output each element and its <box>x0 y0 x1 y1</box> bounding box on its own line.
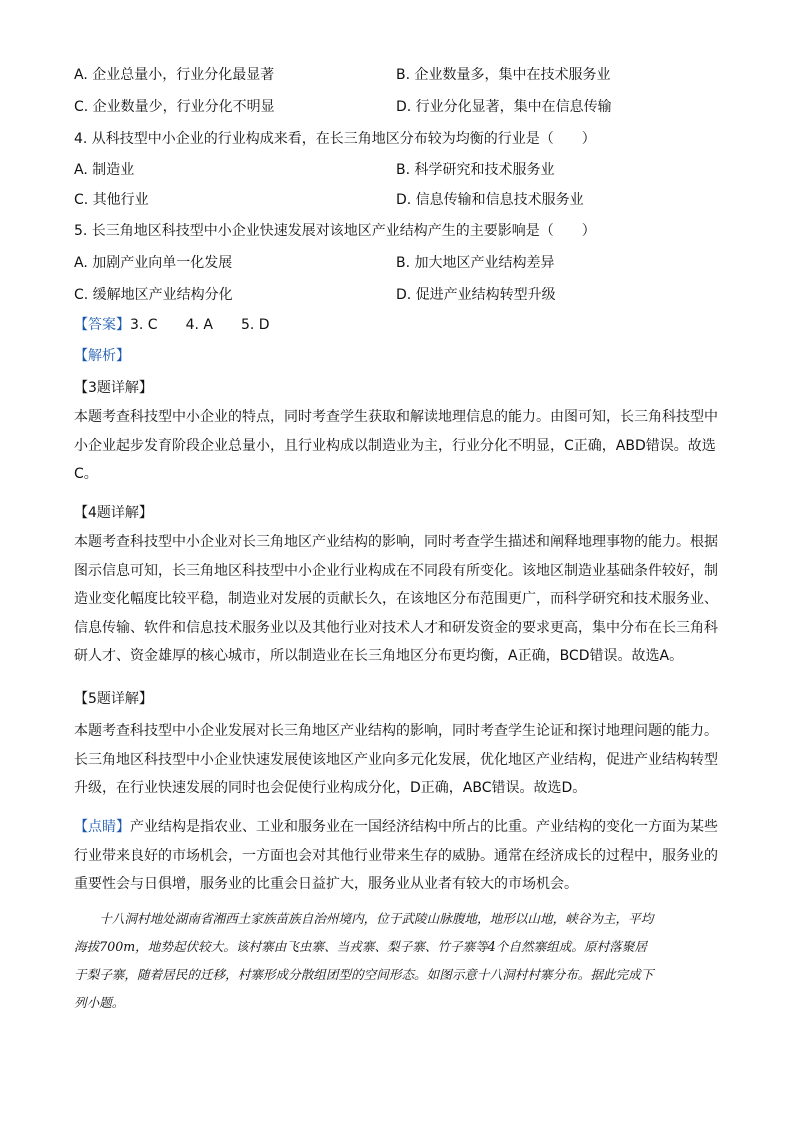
passage-line: 海拔700m，地势起伏较大。该村寨由飞虫寨、当戎寨、梨子寨、竹子寨等4个自然寨组成。原村落聚居 <box>74 939 647 954</box>
detail-5-body <box>74 717 724 803</box>
detail-5-line: 长三角地区科技型中小企业快速发展使该地区产业向多元化发展，优化地区产业结构，促进产业结构转型 <box>74 751 718 768</box>
q3-option-d: D. 行业分化显著，集中在信息传输 <box>396 99 612 115</box>
dianjing-line <box>74 813 724 842</box>
dianjing-tag: 【点睛】 <box>74 819 130 835</box>
q5-stem: 5. 长三角地区科技型中小企业快速发展对该地区产业结构产生的主要影响是（ ） <box>74 223 596 239</box>
q4-option-d: D. 信息传输和信息技术服务业 <box>396 192 584 208</box>
q5-option-d: D. 促进产业结构转型升级 <box>396 287 556 303</box>
q4-option-c: C. 其他行业 <box>74 192 149 208</box>
answer-line <box>74 315 270 335</box>
q4-option-b: B. 科学研究和技术服务业 <box>396 162 555 178</box>
detail-5-tag: 【5题详解】 <box>74 691 153 707</box>
detail-3-line: C。 <box>74 466 98 482</box>
analysis-tag: 【解析】 <box>74 348 130 364</box>
dianjing-line: 重要性会与日俱增，服务业的比重会日益扩大，服务业从业者有较大的市场机会。 <box>74 876 578 892</box>
detail-5-line: 本题考查科技型中小企业发展对长三角地区产业结构的影响，同时考查学生论证和探讨地理问题的能力。 <box>74 723 718 739</box>
q3-option-a: A. 企业总量小，行业分化最显著 <box>74 67 275 83</box>
q3-option-b: B. 企业数量多，集中在技术服务业 <box>396 67 611 83</box>
detail-4-body <box>74 528 724 671</box>
passage-line: 列小题。 <box>74 995 125 1010</box>
detail-3-line: 本题考查科技型中小企业的特点，同时考查学生获取和解读地理信息的能力。由图可知，长三角科技型中 <box>74 409 718 425</box>
q5-option-a: A. 加剧产业向单一化发展 <box>74 255 233 271</box>
dianjing-line: 行业带来良好的市场机会，一方面也会对其他行业带来生存的威胁。通常在经济成长的过程中，服务业的 <box>74 847 718 864</box>
passage-line: 十八洞村地处湖南省湘西土家族苗族自治州境内，位于武陵山脉腹地，地形以山地，峡谷为主，平均 <box>74 911 654 926</box>
q4-option-a: A. 制造业 <box>74 162 135 178</box>
passage-body <box>74 905 724 1017</box>
detail-3-tag: 【3题详解】 <box>74 380 153 396</box>
dianjing-line-text: 产业结构是指农业、工业和服务业在一国经济结构中所占的比重。产业结构的变化一方面为某些 <box>130 819 718 835</box>
passage-line: 于梨子寨，随着居民的迁移，村寨形成分散组团型的空间形态。如图示意十八洞村村寨分布。据此完成下 <box>74 967 654 982</box>
q4-stem: 4. 从科技型中小企业的行业构成来看，在长三角地区分布较为均衡的行业是（ ） <box>74 131 596 147</box>
dianjing-body <box>74 813 724 899</box>
detail-4-line: 本题考查科技型中小企业对长三角地区产业结构的影响，同时考查学生描述和阐释地理事物的能力。根据 <box>74 534 718 550</box>
detail-4-line: 信息传输、软件和信息技术服务业以及其他行业对技术人才和研发资金的要求更高，集中分布在长三角科 <box>74 619 718 636</box>
answer-tag: 【答案】 <box>74 317 130 333</box>
detail-3-body <box>74 403 724 489</box>
detail-4-line: 图示信息可知，长三角地区科技型中小企业行业构成在不同段有所变化。该地区制造业基础条件较好，制 <box>74 562 718 579</box>
detail-4-line: 造业变化幅度比较平稳，制造业对发展的贡献长久，在该地区分布范围更广，而科学研究和技术服务业、 <box>74 591 718 607</box>
detail-4-line: 研人才、资金雄厚的核心城市，所以制造业在长三角地区分布更均衡，A正确，BCD错误。故选A。 <box>74 648 684 664</box>
answer-text: 3. C 4. A 5. D <box>130 317 270 333</box>
detail-3-line: 小企业起步发育阶段企业总量小，且行业构成以制造业为主，行业分化不明显，C正确，ABD错误。故选 <box>74 437 716 454</box>
q5-option-c: C. 缓解地区产业结构分化 <box>74 287 233 303</box>
q3-option-c: C. 企业数量少，行业分化不明显 <box>74 99 275 115</box>
detail-4-tag: 【4题详解】 <box>74 505 153 521</box>
q5-option-b: B. 加大地区产业结构差异 <box>396 255 555 271</box>
detail-5-line: 升级，在行业快速发展的同时也会促使行业构成分化，D正确，ABC错误。故选D。 <box>74 780 587 796</box>
